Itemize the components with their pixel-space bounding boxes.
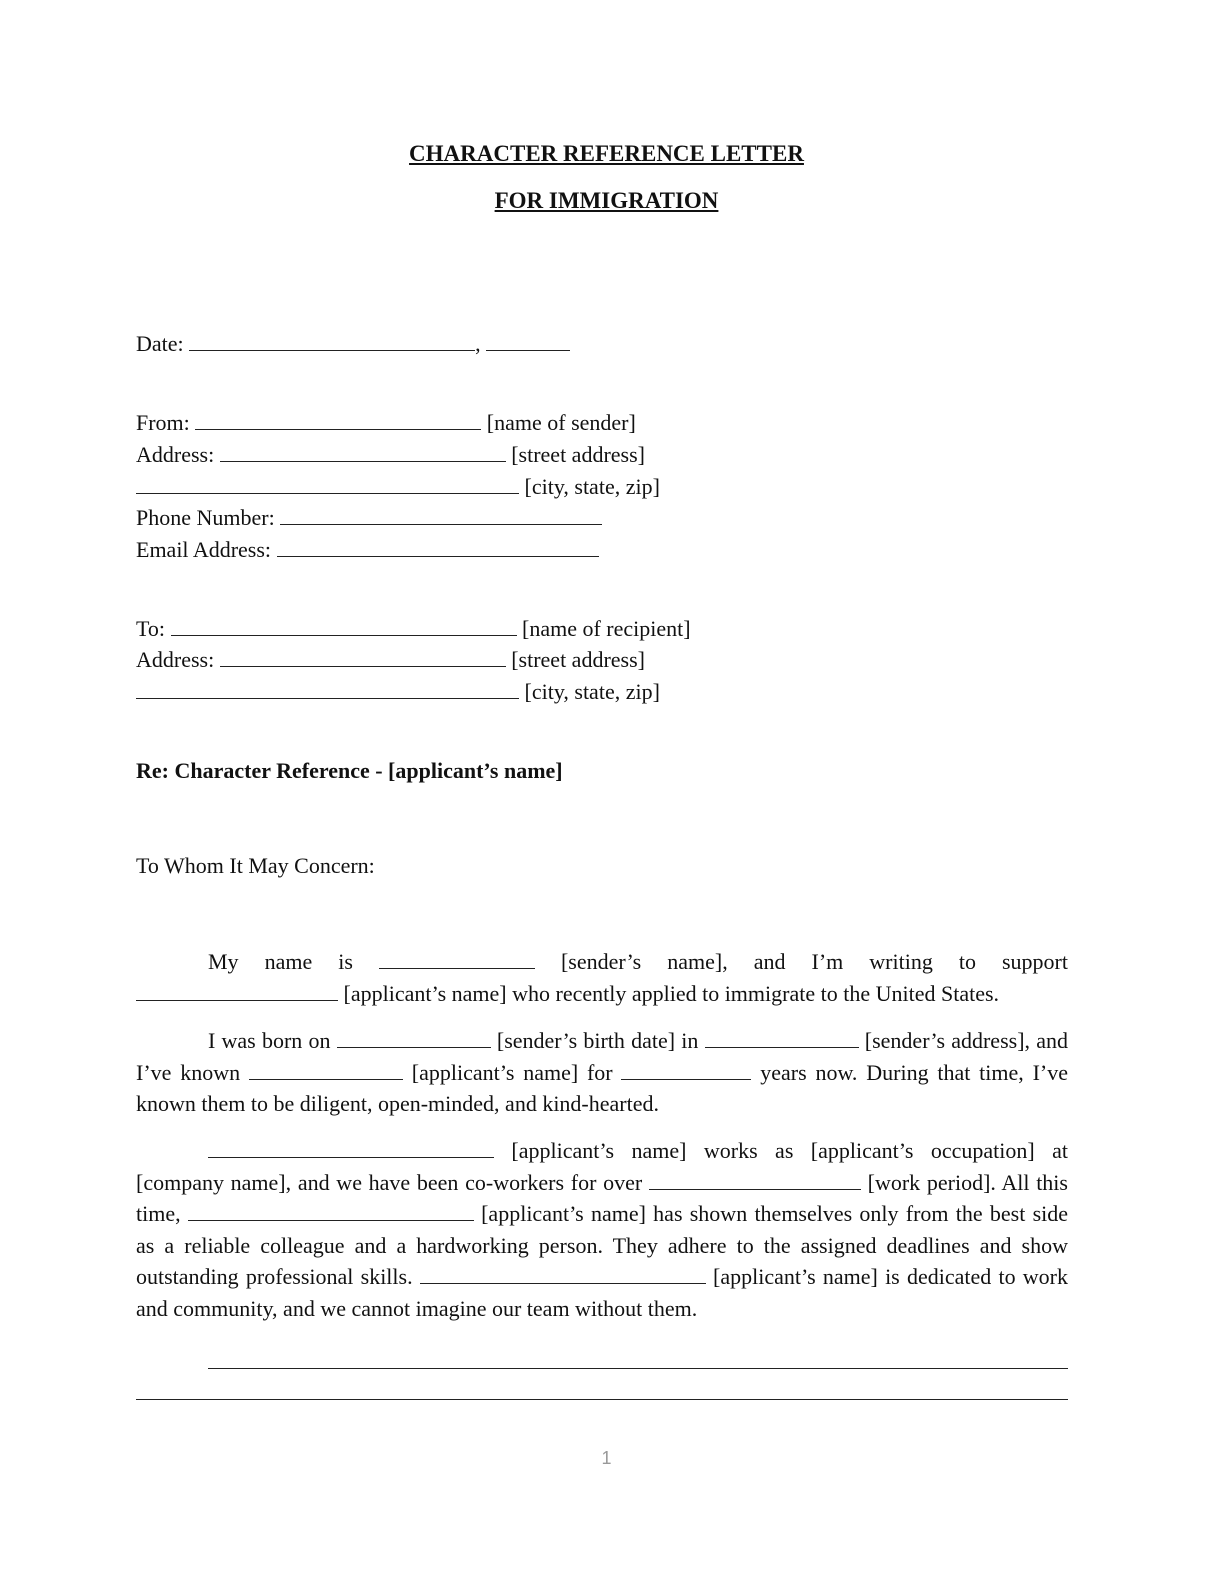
- recipient-name-hint: [name of recipient]: [522, 616, 691, 641]
- subject-line: Re: Character Reference - [applicant’s name]: [136, 758, 563, 783]
- sender-name-hint: [name of sender]: [486, 410, 636, 435]
- phone-line: [136, 502, 602, 534]
- recipient-address-label: Address:: [136, 647, 215, 672]
- sender-city-blank[interactable]: [136, 475, 519, 494]
- p2-text-c: [sender’s address], and I’ve known: [136, 1028, 1068, 1085]
- recipient-name-blank[interactable]: [171, 617, 517, 636]
- p2-years-blank[interactable]: [621, 1061, 751, 1080]
- sender-street-hint: [street address]: [511, 442, 645, 467]
- email-line: [136, 534, 599, 566]
- from-label: From:: [136, 410, 190, 435]
- email-blank[interactable]: [277, 538, 599, 557]
- recipient-street-blank[interactable]: [220, 648, 506, 667]
- date-blank[interactable]: [189, 332, 475, 351]
- phone-label: Phone Number:: [136, 505, 275, 530]
- p1-text-c: [applicant’s name] who recently applied to immigrate to the United States.: [343, 980, 1000, 1006]
- p1-text-a: My name is: [208, 949, 353, 974]
- sender-name-blank[interactable]: [195, 411, 481, 430]
- recipient-city-hint: [city, state, zip]: [524, 679, 660, 704]
- p2-birth-date-blank[interactable]: [337, 1029, 491, 1048]
- to-line: [136, 613, 691, 645]
- recipient-city-blank[interactable]: [136, 680, 519, 699]
- p3-text-b: [work period]. All this time,: [136, 1169, 1068, 1226]
- to-label: To:: [136, 616, 166, 641]
- p2-text-d: [applicant’s name] for: [411, 1059, 613, 1085]
- blank-line-2[interactable]: [136, 1399, 1068, 1400]
- p3-text-a: [applicant’s name] works as [applicant’s occupation] at [company name], and we have been co-workers for over: [136, 1138, 1068, 1195]
- salutation: To Whom It May Concern:: [136, 853, 375, 878]
- recipient-address-line: [136, 644, 645, 676]
- phone-blank[interactable]: [280, 506, 602, 525]
- sender-city-hint: [city, state, zip]: [524, 474, 660, 499]
- email-label: Email Address:: [136, 537, 272, 562]
- p1-applicant-name-blank[interactable]: [136, 982, 338, 1001]
- date-label: Date:: [136, 331, 184, 356]
- p1-text-b: [sender’s name], and I’m writing to support: [560, 949, 1068, 974]
- page-number: 1: [601, 1448, 612, 1468]
- sender-address-label: Address:: [136, 442, 215, 467]
- p2-text-a: I was born on: [208, 1028, 331, 1053]
- recipient-city-line: [136, 676, 660, 708]
- blank-line-1[interactable]: [208, 1368, 1068, 1369]
- document-subtitle: FOR IMMIGRATION: [494, 188, 719, 213]
- paragraph-2: [136, 1025, 1068, 1120]
- date-comma: ,: [475, 331, 481, 356]
- year-blank[interactable]: [486, 332, 570, 351]
- p3-text-d: [applicant’s name] is dedicated to work and community, and we cannot imagine our team without them.: [136, 1264, 1068, 1321]
- p2-applicant-name-blank[interactable]: [249, 1061, 403, 1080]
- p3-applicant-name-blank-3[interactable]: [420, 1265, 706, 1284]
- document-title: CHARACTER REFERENCE LETTER: [409, 141, 804, 166]
- p2-text-b: [sender’s birth date] in: [496, 1028, 699, 1053]
- recipient-street-hint: [street address]: [511, 647, 645, 672]
- sender-city-line: [136, 471, 660, 503]
- p2-address-blank[interactable]: [705, 1029, 859, 1048]
- p3-applicant-name-blank-1[interactable]: [208, 1139, 494, 1158]
- sender-address-line: [136, 439, 645, 471]
- p1-sender-name-blank[interactable]: [379, 950, 535, 969]
- p3-applicant-name-blank-2[interactable]: [188, 1202, 474, 1221]
- p2-text-e: years now. During that time, I’ve known them to be diligent, open-minded, and kind-hearted.: [136, 1059, 1069, 1116]
- from-line: [136, 407, 636, 439]
- p3-work-period-blank[interactable]: [649, 1171, 861, 1190]
- paragraph-1: [136, 946, 1068, 1009]
- paragraph-3: [136, 1135, 1068, 1324]
- sender-street-blank[interactable]: [220, 443, 506, 462]
- p3-text-c: [applicant’s name] has shown themselves only from the best side as a reliable colleague and a hardworking person. They adhere to the assigned deadlines and show outstanding professional skills.: [136, 1201, 1069, 1289]
- date-line: [136, 328, 570, 360]
